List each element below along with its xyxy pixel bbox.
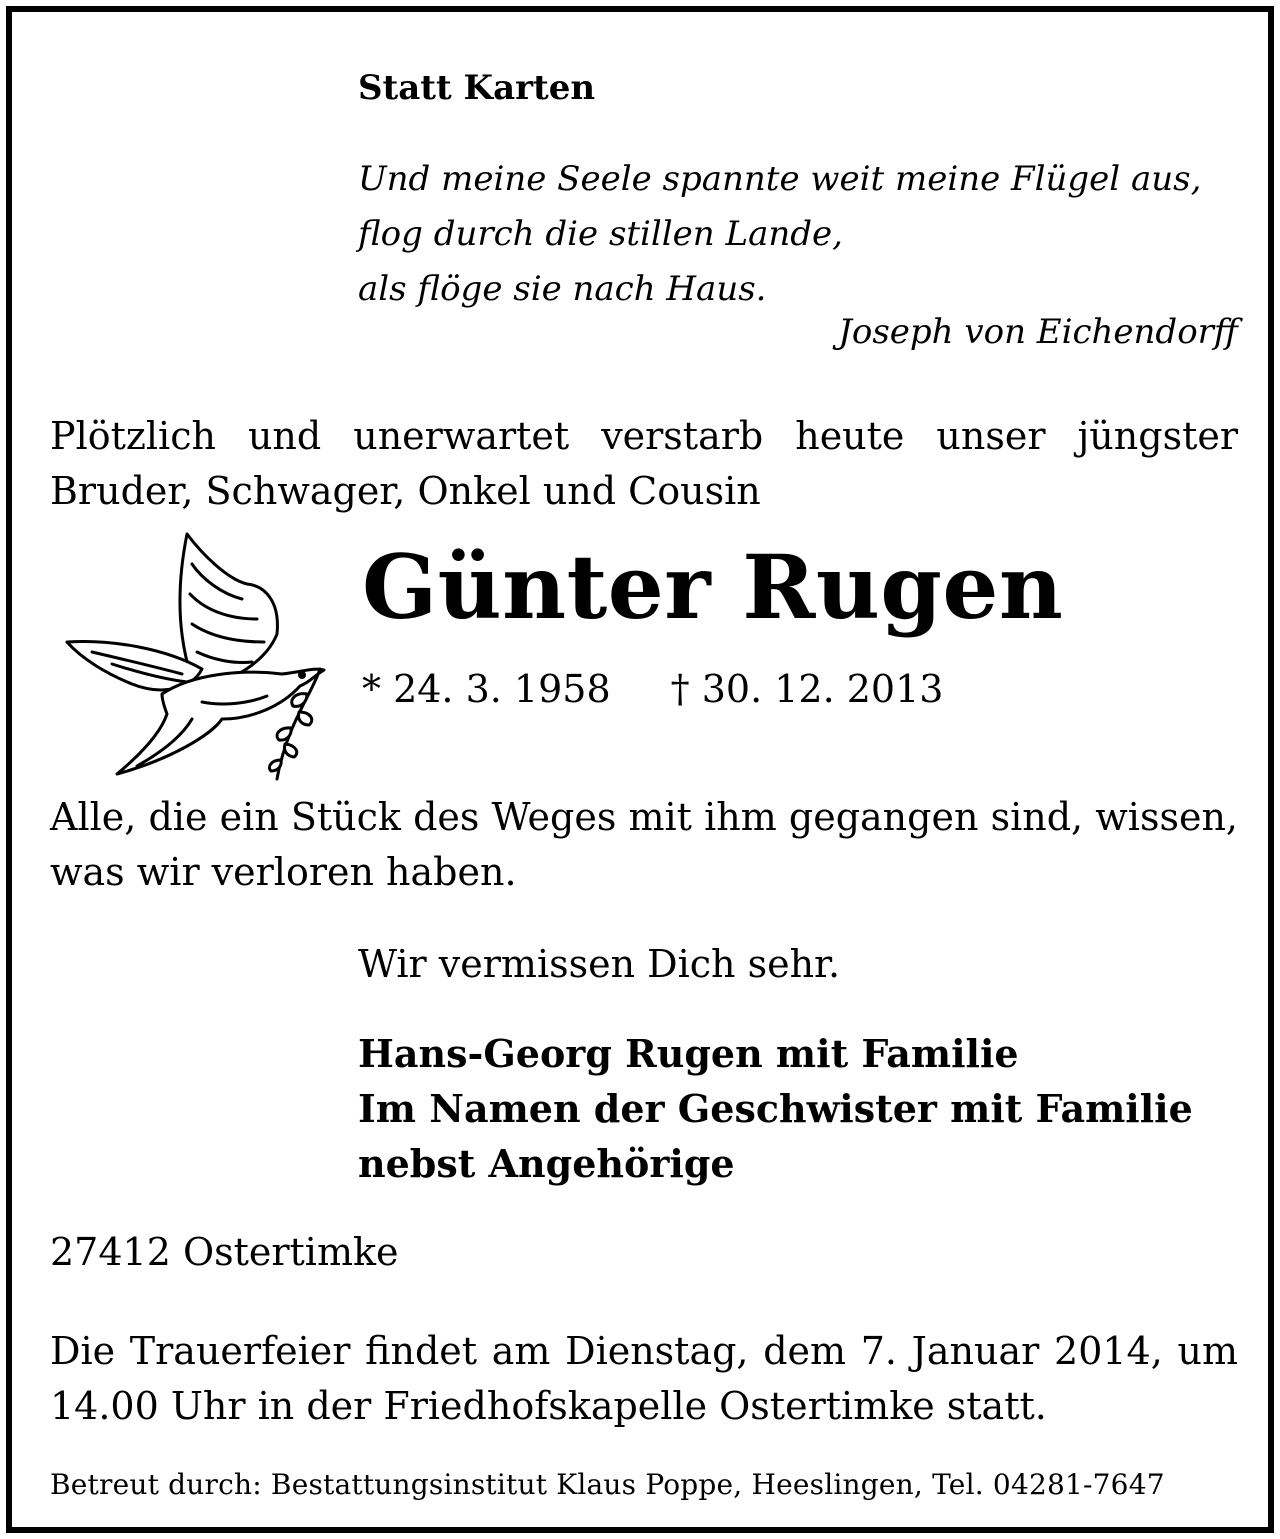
- intro-text: Plötzlich und unerwartet verstarb heute unser jüngster Bruder, Schwager, Onkel und Cousin: [50, 414, 1238, 513]
- poem: [358, 152, 1201, 317]
- funeral-info: Die Trauerfeier findet am Dienstag, dem 7. Januar 2014, um 14.00 Uhr in der Friedhofskapelle Ostertimke statt.: [50, 1329, 1238, 1428]
- signatory-line: Im Namen der Geschwister mit Familie: [358, 1086, 1193, 1131]
- miss-you-text: Wir vermissen Dich sehr.: [358, 942, 841, 986]
- memorial-text: Alle, die ein Stück des Weges mit ihm gegangen sind, wissen, was wir verloren haben.: [50, 795, 1238, 894]
- poem-author: Joseph von Eichendorff: [838, 312, 1238, 352]
- place: 27412 Ostertimke: [50, 1230, 399, 1274]
- signatory-line: Hans-Georg Rugen mit Familie: [358, 1031, 1019, 1076]
- poem-line: flog durch die stillen Lande,: [358, 214, 843, 254]
- death-date: † 30. 12. 2013: [670, 667, 944, 711]
- signatories: [358, 1026, 1193, 1191]
- birth-date: * 24. 3. 1958: [362, 667, 611, 711]
- dove-icon: [52, 524, 342, 784]
- deceased-name: Günter Rugen: [362, 535, 1064, 639]
- poem-line: als flöge sie nach Haus.: [358, 269, 767, 309]
- signatory-line: nebst Angehörige: [358, 1141, 735, 1186]
- undertaker-info: Betreut durch: Bestattungsinstitut Klaus Poppe, Heeslingen, Tel. 04281-7647: [50, 1468, 1165, 1501]
- life-dates: [362, 667, 943, 711]
- obituary-notice: [6, 6, 1274, 1533]
- notice-header: Statt Karten: [358, 68, 596, 108]
- poem-line: Und meine Seele spannte weit meine Flügel aus,: [358, 159, 1202, 199]
